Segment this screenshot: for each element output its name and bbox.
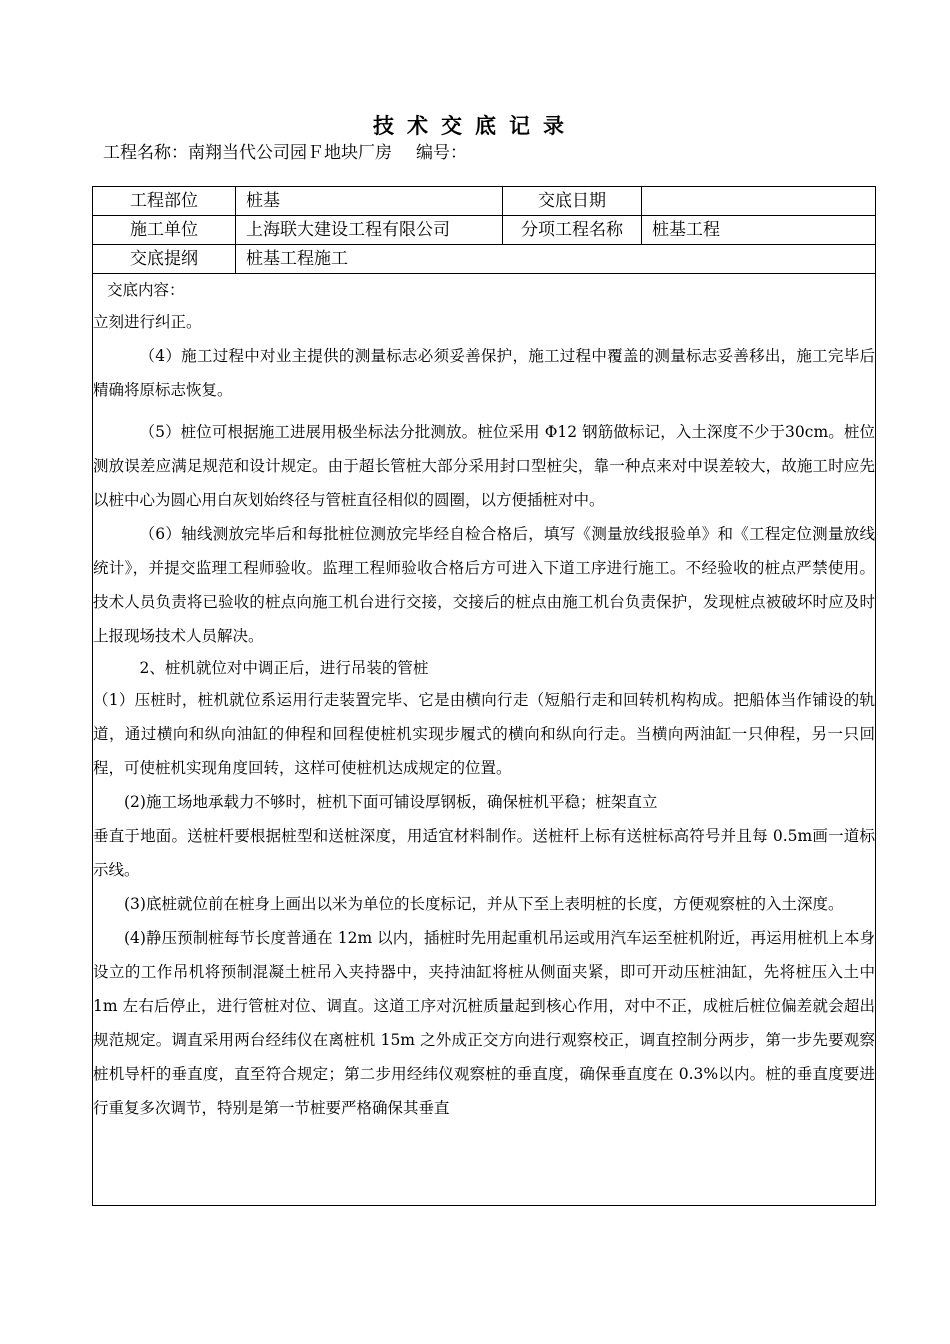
paragraph: （6）轴线测放完毕后和每批桩位测放完毕经自检合格后，填写《测量放线报验单》和《工程定位测量放线统计》，并提交监理工程师验收。监理工程师验收合格后方可进入下道工序进行施工。不经验收的桩点严禁使用。技术人员负责将已验收的桩点向施工机台进行交接，交接后的桩点由施工机台负责保护，发现桩点被破坏时应及时上报现场技术人员解决。 xyxy=(93,525,875,645)
document-number-label: 编号： xyxy=(416,143,467,163)
value-project-part: 桩基 xyxy=(236,187,503,216)
label-disclosure-date: 交底日期 xyxy=(503,187,642,216)
value-outline: 桩基工程施工 xyxy=(236,245,876,274)
paragraph: (2)施工场地承载力不够时，桩机下面可铺设厚钢板，确保桩机平稳；桩架直立 xyxy=(124,793,658,811)
paragraph: 2、桩机就位对中调正后，进行吊装的管桩 xyxy=(139,659,429,677)
label-sub-project: 分项工程名称 xyxy=(503,216,642,245)
project-name: 工程名称：南翔当代公司园Ｆ地块厂房 xyxy=(103,143,392,163)
record-form xyxy=(92,186,876,1206)
paragraph: (4)静压预制桩每节长度普通在 12m 以内，插桩时先用起重机吊运或用汽车运至桩机附近，再运用桩机上本身设立的工作吊机将预制混凝土桩吊入夹持器中，夹持油缸将桩从侧面夹紧，即可开动压桩油缸，先将桩压入土中 1m 左右后停止，进行管桩对位、调直。这道工序对沉桩质量起到核心作用，对中不正，成桩后桩位偏差就会超出规范规定。调直采用两台经纬仪在离桩机 15m 之外成正交方向进行观察校正，调直控制分两步，第一步先要观察桩机导杆的垂直度，直至符合规定；第二步用经纬仪观察桩的垂直度，确保垂直度在 0.3%以内。桩的垂直度要进行重复多次调节，特别是第一节桩要严格确保其垂直 xyxy=(93,929,875,1117)
info-table xyxy=(93,187,875,274)
paragraph: (3)底桩就位前在桩身上画出以米为单位的长度标记，并从下至上表明桩的长度，方便观察桩的入土深度。 xyxy=(124,895,844,913)
table-row xyxy=(93,187,875,216)
disclosure-content xyxy=(93,275,875,1125)
value-sub-project: 桩基工程 xyxy=(642,216,876,245)
label-construction-unit: 施工单位 xyxy=(93,216,236,245)
paragraph: 垂直于地面。送桩杆要根据桩型和送桩深度，用适宜材料制作。送桩杆上标有送桩标高符号并且每 0.5m画一道标示线。 xyxy=(93,827,875,879)
paragraph: （5）桩位可根据施工进展用极坐标法分批测放。桩位采用 Φ12 钢筋做标记，入土深度不少于30cm。桩位测放误差应满足规范和设计规定。由于超长管桩大部分采用封口型桩尖，靠一种点来对中误差较大，故施工时应先以桩中心为圆心用白灰划始终径与管桩直径相似的圆圈，以方便插桩对中。 xyxy=(93,423,875,509)
project-header xyxy=(103,138,467,163)
value-construction-unit: 上海联大建设工程有限公司 xyxy=(236,216,503,245)
table-row xyxy=(93,216,875,245)
paragraph: 立刻进行纠正。 xyxy=(93,313,202,331)
label-outline: 交底提纲 xyxy=(93,245,236,274)
paragraph: （1）压桩时，桩机就位系运用行走装置完毕、它是由横向行走（短船行走和回转机构构成。把船体当作铺设的轨道，通过横向和纵向油缸的伸程和回程使桩机实现步履式的横向和纵向行走。当横向两油缸一只伸程，另一只回程，可使桩机实现角度回转，这样可使桩机达成规定的位置。 xyxy=(93,691,875,777)
paragraph: （4）施工过程中对业主提供的测量标志必须妥善保护，施工过程中覆盖的测量标志妥善移出，施工完毕后精确将原标志恢复。 xyxy=(93,347,875,399)
value-disclosure-date xyxy=(642,187,876,216)
label-project-part: 工程部位 xyxy=(93,187,236,216)
content-label: 交底内容： xyxy=(107,281,185,299)
table-row xyxy=(93,245,875,274)
document-title: 技术交底记录 xyxy=(373,114,577,138)
